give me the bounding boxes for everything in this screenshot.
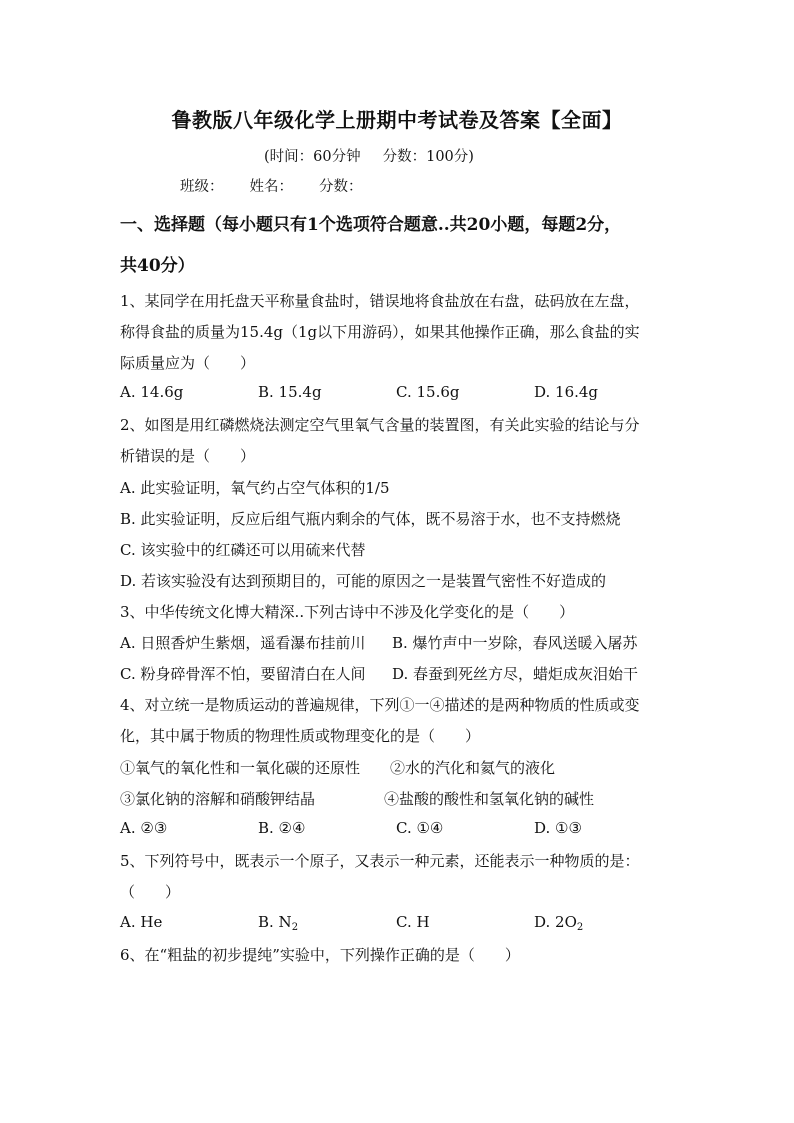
q5-option-d xyxy=(534,913,583,933)
section-heading-line2: 共40分） xyxy=(120,256,195,276)
q5-option-b-text: B. N xyxy=(258,913,292,931)
student-info-line xyxy=(180,175,389,196)
q3-line1: 3、中华传统文化博大精深..下列古诗中不涉及化学变化的是（ ） xyxy=(120,603,575,621)
q1-line2: 称得食盐的质量为15.4g（1g以下用游码），如果其他操作正确，那么食盐的实 xyxy=(120,323,640,341)
q4-line2: 化，其中属于物质的物理性质或物理变化的是（ ） xyxy=(120,727,481,745)
q2-option-d: D. 若该实验没有达到预期目的，可能的原因之一是装置气密性不好造成的 xyxy=(120,572,607,590)
q4-option-b: B. ②④ xyxy=(258,819,306,837)
q4-statement-2: ②水的汽化和氦气的液化 xyxy=(390,759,556,777)
q3-option-a: A. 日照香炉生紫烟，遥看瀑布挂前川 xyxy=(120,634,366,652)
q5-option-d-subscript: 2 xyxy=(576,922,584,933)
q5-option-b xyxy=(258,913,298,933)
exam-meta xyxy=(264,145,496,166)
q1-option-d: D. 16.4g xyxy=(534,383,599,401)
q1-option-c: C. 15.6g xyxy=(396,383,460,401)
q3-option-c: C. 粉身碎骨浑不怕，要留清白在人间 xyxy=(120,665,366,683)
q6-line1: 6、在“粗盐的初步提纯”实验中，下列操作正确的是（ ） xyxy=(120,946,520,964)
q4-line1: 4、对立统一是物质运动的普遍规律，下列①一④描述的是两种物质的性质或变 xyxy=(120,696,640,714)
class-label: 班级： xyxy=(180,179,224,195)
q4-option-a: A. ②③ xyxy=(120,819,168,837)
q4-statement-1: ①氧气的氧化性和一氧化碳的还原性 xyxy=(120,759,361,777)
q1-line3: 际质量应为（ ） xyxy=(120,354,256,372)
q1-option-a: A. 14.6g xyxy=(120,383,184,401)
q4-option-c: C. ①④ xyxy=(396,819,444,837)
q5-option-a: A. He xyxy=(120,913,163,931)
q5-option-c: C. H xyxy=(396,913,430,931)
q2-option-b: B. 此实验证明，反应后组气瓶内剩余的气体，既不易溶于水，也不支持燃烧 xyxy=(120,510,621,528)
q1-line1: 1、某同学在用托盘天平称量食盐时，错误地将食盐放在右盘，砝码放在左盘， xyxy=(120,292,640,310)
exam-time: (时间：60分钟 xyxy=(264,149,361,165)
q2-line2: 析错误的是（ ） xyxy=(120,447,256,465)
q1-option-b: B. 15.4g xyxy=(258,383,322,401)
q5-line2: （ ） xyxy=(120,883,181,901)
q3-option-b: B. 爆竹声中一岁除，春风送暖入屠苏 xyxy=(392,634,638,652)
q3-option-d: D. 春蚕到死丝方尽，蜡炬成灰泪始干 xyxy=(392,665,639,683)
section-heading-line1: 一、选择题（每小题只有1个选项符合题意..共20小题，每题2分， xyxy=(120,215,622,235)
exam-score: 分数：100分) xyxy=(382,149,474,165)
name-label: 姓名： xyxy=(249,179,293,195)
page-title: 鲁教版八年级化学上册期中考试卷及答案【全面】 xyxy=(171,108,623,132)
q2-option-c: C. 该实验中的红磷还可以用硫来代替 xyxy=(120,541,366,559)
q5-option-b-subscript: 2 xyxy=(291,922,299,933)
q4-option-d: D. ①③ xyxy=(534,819,582,837)
q4-statement-4: ④盐酸的酸性和氢氧化钠的碱性 xyxy=(384,790,595,808)
q4-statement-3: ③氯化钠的溶解和硝酸钾结晶 xyxy=(120,790,316,808)
q2-option-a: A. 此实验证明，氧气约占空气体积的1/5 xyxy=(120,479,390,497)
q5-line1: 5、下列符号中，既表示一个原子，又表示一种元素，还能表示一种物质的是： xyxy=(120,852,640,870)
q5-option-d-text: D. 2O xyxy=(534,913,577,931)
score-label: 分数： xyxy=(319,179,363,195)
q2-line1: 2、如图是用红磷燃烧法测定空气里氧气含量的装置图，有关此实验的结论与分 xyxy=(120,416,640,434)
